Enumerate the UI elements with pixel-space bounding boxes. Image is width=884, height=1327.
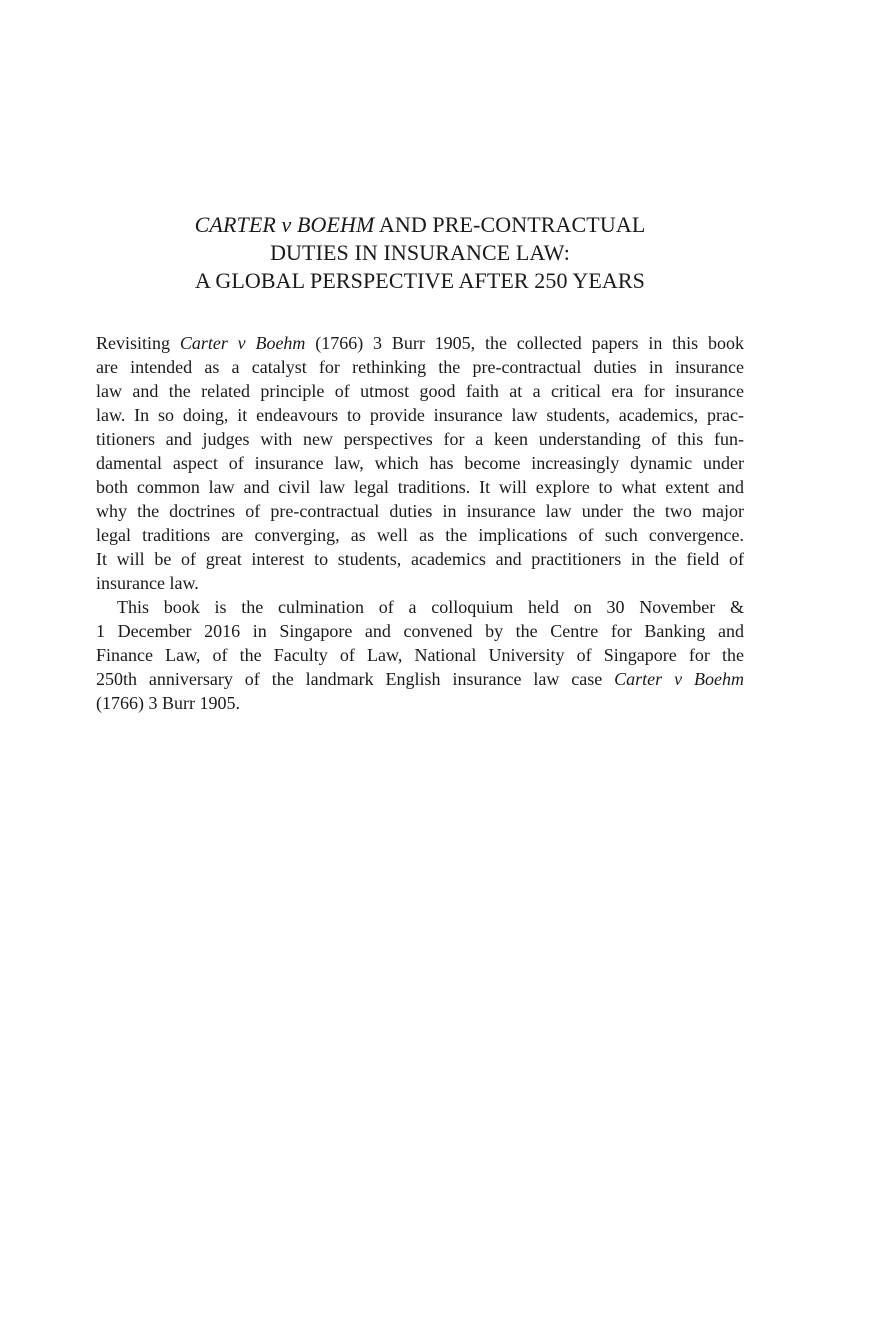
paragraph-2: [96, 595, 744, 715]
case-name-italic: Carter v Boehm: [614, 669, 744, 689]
book-title: [96, 211, 744, 295]
paragraph-1-line: damental aspect of insurance law, which has become increasingly dynamic under: [96, 453, 744, 473]
case-name-italic: Carter v Boehm: [179, 333, 306, 353]
paragraph-1-line: titioners and judges with new perspectives for a keen understanding of this fun-: [96, 429, 744, 449]
title-case-name: CARTER v BOEHM: [194, 212, 375, 237]
title-line-1-rest: AND PRE-CONTRACTUAL: [374, 212, 646, 237]
paragraph-1-line: law and the related principle of utmost good faith at a critical era for insurance: [96, 381, 744, 401]
paragraph-1-line: [96, 331, 744, 355]
title-line-1: [96, 211, 744, 239]
paragraph-1: [96, 331, 744, 595]
paragraph-1-line: why the doctrines of pre-contractual duties in insurance law under the two major: [96, 501, 744, 521]
paragraph-1-line: legal traditions are converging, as well as the implications of such convergence.: [96, 525, 744, 545]
paragraph-2-line: Finance Law, of the Faculty of Law, National University of Singapore for the: [96, 645, 744, 665]
paragraph-2-line: [96, 667, 744, 691]
paragraph-2-line: (1766) 3 Burr 1905.: [96, 693, 240, 713]
book-description: [96, 331, 744, 715]
title-line-2: DUTIES IN INSURANCE LAW:: [270, 240, 570, 265]
paragraph-1-line: insurance law.: [96, 573, 199, 593]
text-run: (1766) 3 Burr 1905, the collected papers in this book: [305, 333, 744, 353]
text-run: Revisiting: [96, 333, 180, 353]
title-line-3: A GLOBAL PERSPECTIVE AFTER 250 YEARS: [195, 268, 645, 293]
paragraph-1-line: both common law and civil law legal traditions. It will explore to what extent and: [96, 477, 744, 497]
paragraph-1-line: are intended as a catalyst for rethinking the pre-contractual duties in insurance: [96, 357, 744, 377]
paragraph-1-line: It will be of great interest to students, academics and practitioners in the field of: [96, 549, 744, 569]
text-run: 250th anniversary of the landmark English insurance law case: [96, 669, 615, 689]
paragraph-2-line: This book is the culmination of a colloquium held on 30 November &: [117, 597, 744, 617]
paragraph-1-line: law. In so doing, it endeavours to provide insurance law students, academics, prac-: [96, 405, 744, 425]
paragraph-2-line: 1 December 2016 in Singapore and convened by the Centre for Banking and: [96, 621, 744, 641]
